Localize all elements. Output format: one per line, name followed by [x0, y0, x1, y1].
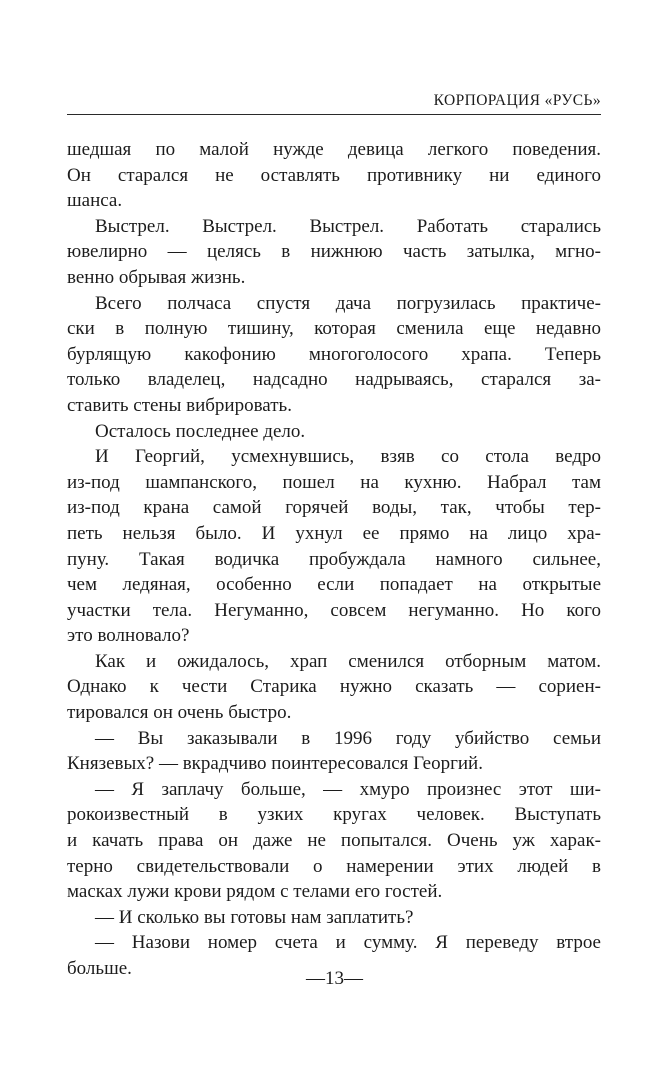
- text-line: шанса.: [67, 190, 123, 212]
- text-line: — И сколько вы готовы нам заплатить?: [95, 906, 414, 928]
- text-line: чем ледяная, особенно если попадает на открытые: [67, 574, 601, 596]
- text-line: тировался он очень быстро.: [67, 702, 292, 724]
- body-text: [67, 137, 601, 982]
- text-line: — Вы заказывали в 1996 году убийство семьи: [95, 727, 601, 749]
- text-line: терно свидетельствовали о намерении этих людей в: [67, 855, 601, 877]
- text-line: — Назови номер счета и сумму. Я переведу втрое: [95, 932, 601, 954]
- header-rule: [67, 114, 601, 115]
- text-line: — Я заплачу больше, — хмуро произнес этот ши-: [95, 778, 601, 800]
- text-line: Он старался не оставлять противнику ни единого: [67, 164, 601, 186]
- text-line: ски в полную тишину, которая сменила еще недавно: [67, 318, 601, 340]
- text-line: пуну. Такая водичка пробуждала намного сильнее,: [67, 548, 601, 570]
- text-line: ювелирно — целясь в нижнюю часть затылка, мгно-: [67, 241, 601, 263]
- text-line: участки тела. Негуманно, совсем негуманно. Но кого: [67, 599, 601, 621]
- text-line: Выстрел. Выстрел. Выстрел. Работать старались: [95, 215, 601, 237]
- text-line: ставить стены вибрировать.: [67, 394, 292, 416]
- text-line: из-под шампанского, пошел на кухню. Набрал там: [67, 471, 601, 493]
- page-number: —13—: [306, 968, 363, 989]
- text-line: петь нельзя было. И ухнул ее прямо на лицо хра-: [67, 522, 601, 544]
- text-line: Всего полчаса спустя дача погрузилась практиче-: [95, 292, 601, 314]
- text-line: Осталось последнее дело.: [95, 420, 306, 442]
- text-line: Однако к чести Старика нужно сказать — сориен-: [67, 676, 601, 698]
- text-line: из-под крана самой горячей воды, так, чтобы тер-: [67, 497, 601, 519]
- text-line: И Георгий, усмехнувшись, взяв со стола ведро: [95, 446, 601, 468]
- running-head: КОРПОРАЦИЯ «РУСЬ»: [433, 92, 601, 109]
- text-line: Князевых? — вкрадчиво поинтересовался Георгий.: [67, 753, 483, 775]
- text-line: и качать права он даже не попытался. Очень уж харак-: [67, 830, 601, 852]
- text-line: венно обрывая жизнь.: [67, 266, 246, 288]
- text-line: Как и ожидалось, храп сменился отборным матом.: [95, 650, 601, 672]
- text-line: рокоизвестный в узких кругах человек. Выступать: [67, 804, 601, 826]
- text-line: это волновало?: [67, 625, 190, 647]
- text-line: бурлящую какофонию многоголосого храпа. Теперь: [67, 343, 601, 365]
- text-line: масках лужи крови рядом с телами его гостей.: [67, 881, 443, 903]
- text-line: больше.: [67, 958, 132, 979]
- text-line: шедшая по малой нужде девица легкого поведения.: [67, 139, 601, 160]
- text-line: только владелец, надсадно надрываясь, старался за-: [67, 369, 601, 391]
